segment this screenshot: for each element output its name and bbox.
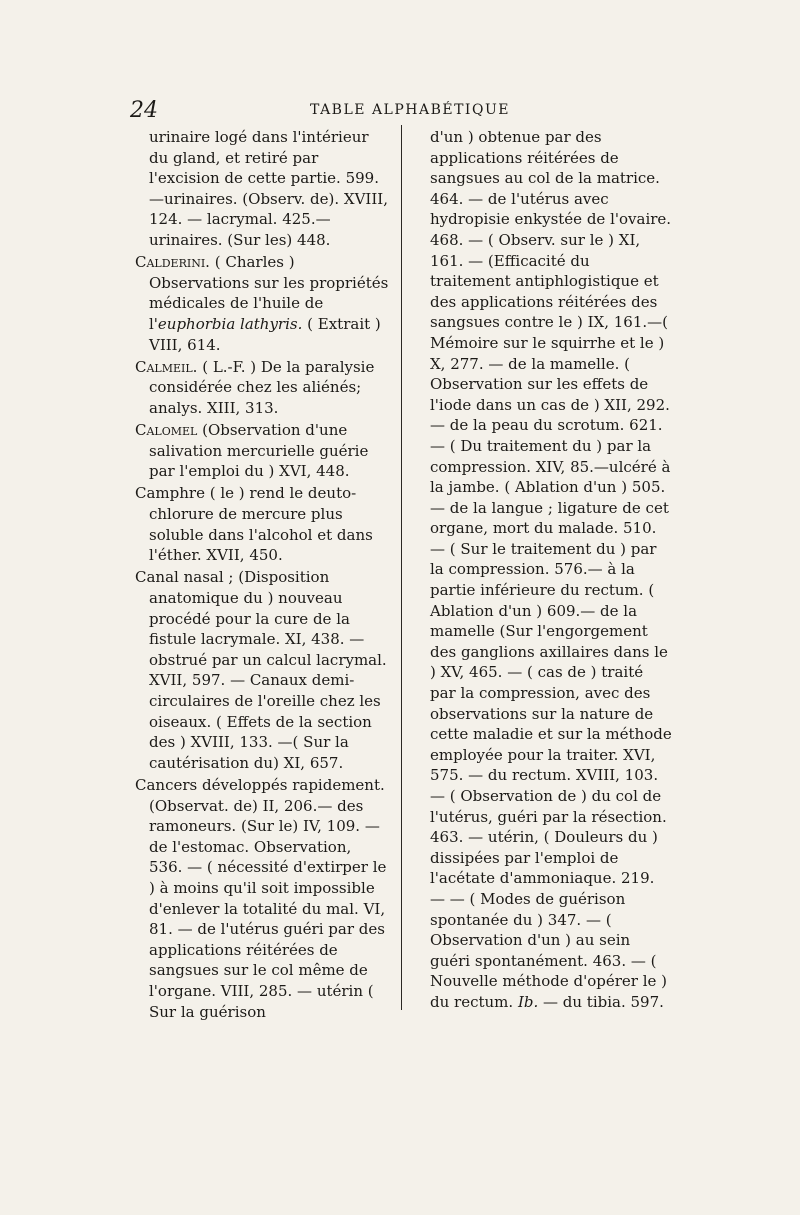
entry-name: Calmeil. [135,357,198,376]
index-entry: urinaire logé dans l'intérieur du gland, et retiré par l'excision de cette partie. 599.—urinaires. (Observ. de). XVIII, 124. — lacrymal. 425.—urinaires. (Sur les) 448. [149,128,388,249]
index-entry: d'un ) obtenue par des applications réitérées de sangsues au col de la matrice. 464. — de l'utérus avec hydropisie enkystée de l'ovaire. 468. — ( Observ. sur le ) XI, 161. — (Efficacité du traitement antiphlogistique et des applications réitérées des sangsues contre le ) IX, 161.—( Mémoire sur le squirrhe et le ) X, 277. — de la mamelle. ( Observation sur les effets de l'iode dans un cas de ) XII, 292. — de la peau du scrotum. 621. — ( Du traitement du ) par la compression. XIV, 85.—ulcéré à la jambe. ( Ablation d'un ) 505. — de la langue ; ligature de cet organe, mort du malade. 510. — ( Sur le traitement du ) par la compression. 576.— à la partie inférieure du rectum. ( Ablation d'un ) 609.— de la mamelle (Sur l'engorgement des ganglions axillaires dans le ) XV, 465. — ( cas de ) traité par la compression, avec des observations sur la nature de cette maladie et sur la méthode employée pour la traiter. XVI, 575. — du rectum. XVIII, 103. — ( Observation de ) du col de l'utérus, guéri par la résection. 463. — utérin, ( Douleurs du ) dissipées par l'emploi de l'acétate d'ammoniaque. 219. — — ( Modes de guérison spontanée du ) 347. — ( Observation d'un ) au sein guéri spontanément. 463. — ( Nouvelle méthode d'opérer le ) du rectum. Ib. — du tibia. 597. [430,128,672,1011]
left-column [135,127,389,1024]
entry-name: Calderini. [135,253,210,272]
page-header [130,98,685,126]
index-entry: Calmeil. ( L.-F. ) De la paralysie considérée chez les aliénés; analys. XIII, 313. [135,357,375,417]
index-entry: Calderini. ( Charles ) Observations sur les propriétés médicales de l'huile de l'euphorbia lathyris. ( Extrait ) VIII, 614. [135,253,389,354]
column-divider [401,125,402,1010]
index-entry: Cancers développés rapidement. (Observat. de) II, 206.— des ramoneurs. (Sur le) IV, 109. —de l'estomac. Observation, 536. — ( nécessité d'extirper le ) à moins qu'il soit impossible d'enlever la totalité du mal. VI, 81. — de l'utérus guéri par des applications réitérées de sangsues sur le col même de l'organe. VIII, 285. — utérin ( Sur la guérison [135,775,387,1021]
entry-name: Calomel [135,421,198,440]
right-column [416,127,672,1014]
running-title: TABLE ALPHABÉTIQUE [310,102,510,118]
index-entry: Canal nasal ; (Disposition anatomique du ) nouveau procédé pour la cure de la fistule lacrymale. XI, 438. — obstrué par un calcul lacrymal. XVII, 597. — Canaux demi-circulaires de l'oreille chez les oiseaux. ( Effets de la section des ) XVIII, 133. —( Sur la cautérisation du) XI, 657. [135,568,387,772]
index-entry: Calomel (Observation d'une salivation mercurielle guérie par l'emploi du ) XVI, 448. [135,421,369,481]
index-entry: Camphre ( le ) rend le deuto-chlorure de mercure plus soluble dans l'alcohol et dans l'éther. XVII, 450. [135,484,373,565]
page-number: 24 [130,98,158,123]
